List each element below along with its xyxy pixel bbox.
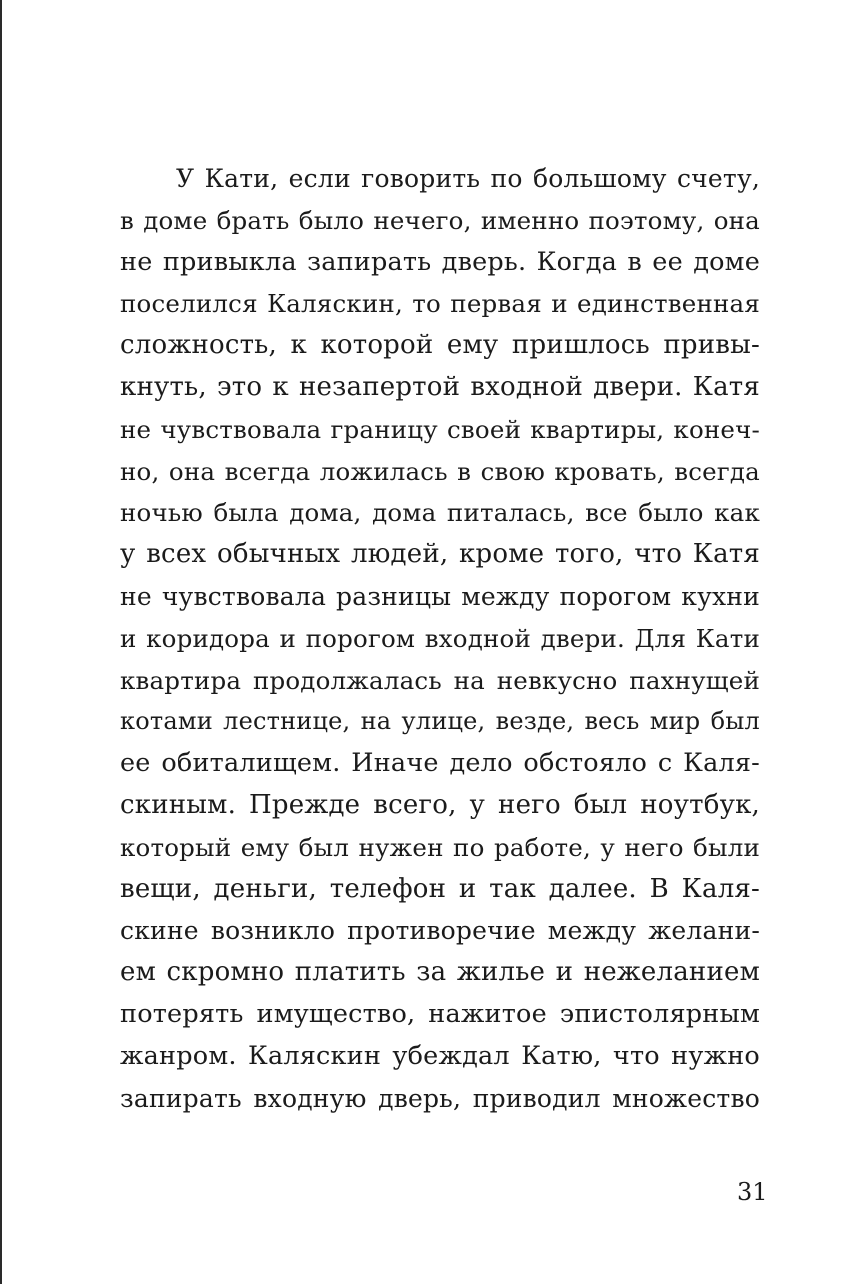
text-line-4: поселился Каляскин, то первая и единственная — [120, 289, 760, 319]
page-number: 31 — [737, 1178, 768, 1206]
text-line-9: ночью была дома, дома питалась, все было как — [120, 498, 760, 528]
text-line-20: ем скромно платить за жилье и нежеланием — [120, 957, 760, 988]
text-line-7: не чувствовала границу своей квартиры, конеч- — [120, 414, 760, 444]
text-line-17: который ему был нужен по работе, у него были — [120, 832, 760, 862]
text-line-11: не чувствовала разницы между порогом кухни — [120, 581, 760, 611]
text-line-1: У Кати, если говорить по большому счету, — [176, 164, 760, 193]
text-line-21: потерять имущество, нажитое эпистолярным — [120, 998, 760, 1029]
text-line-22: жанром. Каляскин убеждал Катю, что нужно — [120, 1040, 760, 1071]
text-line-13: квартира продолжалась на невкусно пахнущей — [120, 665, 760, 695]
text-line-18: вещи, деньги, телефон и так далее. В Каля- — [120, 873, 760, 904]
text-line-8: но, она всегда ложилась в свою кровать, всегда — [120, 456, 760, 486]
text-line-2: в доме брать было нечего, именно поэтому, она — [120, 205, 760, 235]
text-line-16: скиным. Прежде всего, у него был ноутбук, — [120, 789, 760, 820]
text-line-14: котами лестнице, на улице, везде, весь мир был — [120, 707, 760, 736]
text-line-6: кнуть, это к незапертой входной двери. Катя — [120, 371, 760, 402]
text-line-19: скине возникло противоречие между желани- — [120, 916, 760, 946]
text-line-15: ее обиталищем. Иначе дело обстояло с Каля- — [120, 748, 760, 779]
text-line-23: запирать входную дверь, приводил множество — [120, 1083, 760, 1113]
text-line-3: не привыкла запирать дверь. Когда в ее доме — [120, 246, 760, 277]
text-line-12: и коридора и порогом входной двери. Для Кати — [120, 623, 760, 653]
text-line-10: у всех обычных людей, кроме того, что Катя — [120, 539, 760, 570]
text-line-5: сложность, к которой ему пришлось привы- — [120, 330, 760, 361]
paragraph — [120, 158, 760, 1119]
